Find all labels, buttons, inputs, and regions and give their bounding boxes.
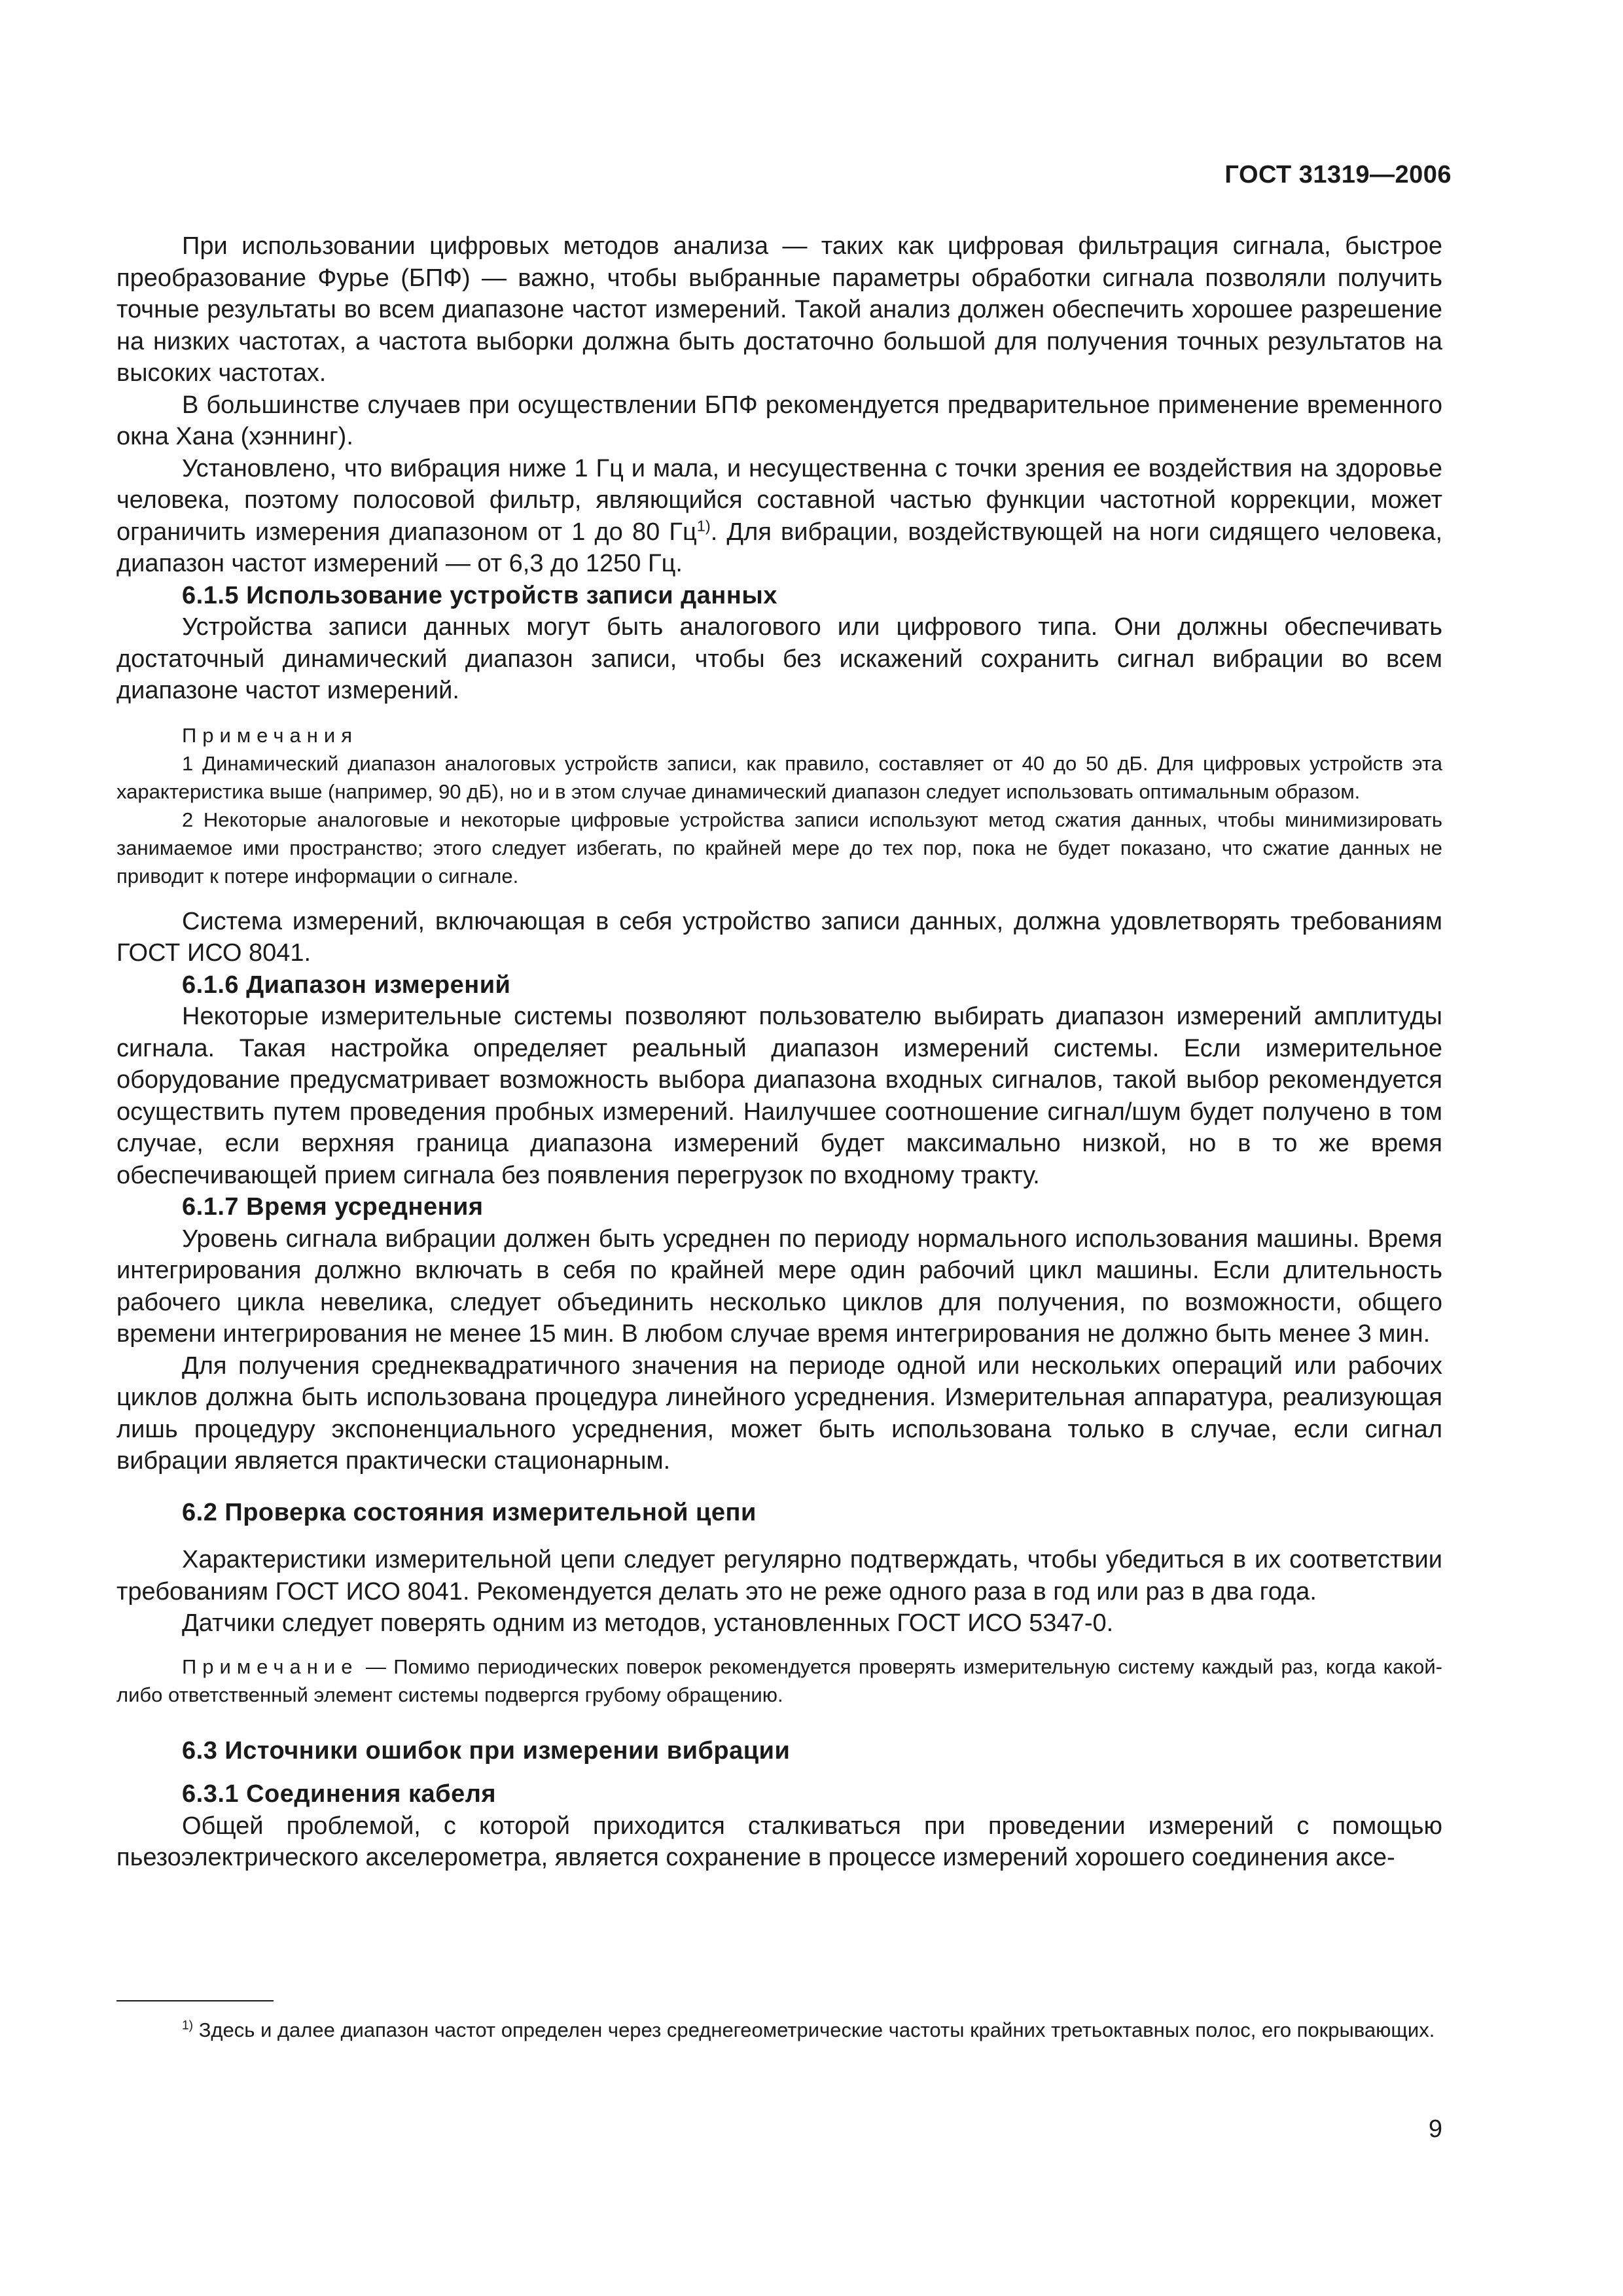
- note-1: 1 Динамический диапазон аналоговых устройств записи, как правило, составляет от 40 до 50 дБ. Для цифровых устройств эта характеристика выше (например, 90 дБ), но и в этом случае динамический диапазон следует использовать оптимальным образом.: [116, 751, 1442, 803]
- section-heading-6-3-1: 6.3.1 Соединения кабеля: [182, 1780, 497, 1808]
- paragraph-averaging-time: Уровень сигнала вибрации должен быть усреднен по периоду нормального использования машины. Время интегрирования должно включать в себя по крайней мере один рабочий цикл машины. Если длительность рабочего цикла невелика, следует объединить несколько циклов для получения, по возможности, общего времени интегрирования не менее 15 мин. В любом случае время интегрирования не должно быть менее 3 мин.: [116, 1225, 1442, 1348]
- note-2: 2 Некоторые аналоговые и некоторые цифровые устройства записи используют метод сжатия данных, чтобы минимизировать занимаемое ими пространство; этого следует избегать, по крайней мере до тех пор, пока не будет показано, что сжатие данных не приводит к потере информации о сигнале.: [116, 808, 1442, 888]
- paragraph-circuit-check: Характеристики измерительной цепи следует регулярно подтверждать, чтобы убедиться в их соответствии требованиям ГОСТ ИСО 8041. Рекомендуется делать это не реже одного раза в год или раз в два года.: [116, 1546, 1442, 1605]
- footnote-separator: [116, 2000, 274, 2001]
- paragraph-measurement-range: Некоторые измерительные системы позволяют пользователю выбирать диапазон измерений амплитуды сигнала. Такая настройка определяет реальный диапазон измерений системы. Если измерительное оборудование предусматривает возможность выбора диапазона входных сигналов, такой выбор рекомендуется осуществить путем проведения пробных измерений. Наилучшее соотношение сигнал/шум будет получено в том случае, если верхняя граница диапазона измерений будет максимально низкой, но в то же время обеспечивающей прием сигнала без появления перегрузок по входному тракту.: [116, 1003, 1442, 1189]
- paragraph-measurement-system: Система измерений, включающая в себя устройство записи данных, должна удовлетворять требованиям ГОСТ ИСО 8041.: [116, 907, 1442, 967]
- paragraph-digital-analysis: При использовании цифровых методов анализа — таких как цифровая фильтрация сигнала, быстрое преобразование Фурье (БПФ) — важно, чтобы выбранные параметры обработки сигнала позволяли получить точные результаты во всем диапазоне частот измерений. Такой анализ должен обеспечить хорошее разрешение на низких частотах, а частота выборки должна быть достаточно большой для получения точных результатов на высоких частотах.: [116, 232, 1442, 387]
- paragraph-linear-averaging: Для получения среднеквадратичного значения на периоде одной или нескольких операций или рабочих циклов должна быть использована процедура линейного усреднения. Измерительная аппаратура, реализующая лишь процедуру экспоненциального усреднения, может быть использована только в случае, если сигнал вибрации является практически стационарным.: [116, 1352, 1442, 1475]
- note-single-text: — Помимо периодических поверок рекомендуется проверять измерительную систему каждый раз, когда какой-либо ответственный элемент системы подвергся грубому обращению.: [116, 1655, 1442, 1706]
- paragraph-frequency-range-rest: . Для вибрации, воздействующей на ноги сидящего человека, диапазон частот измерений — от 6,3 до 1250 Гц.: [116, 518, 1443, 577]
- paragraph-frequency-range: [116, 453, 1442, 580]
- note-single-heading: Примечание: [182, 1655, 359, 1678]
- paragraph-cable-connections: Общей проблемой, с которой приходится сталкиваться при проведении измерений с помощью пьезоэлектрического акселерометра, является сохранение в процессе измерений хорошего соединения аксе-: [116, 1812, 1442, 1871]
- section-heading-6-1-5: 6.1.5 Использование устройств записи данных: [182, 581, 777, 609]
- paragraph-data-recorders: Устройства записи данных могут быть аналогового или цифрового типа. Они должны обеспечивать достаточный динамический диапазон записи, чтобы без искажений сохранить сигнал вибрации во всем диапазоне частот измерений.: [116, 613, 1442, 704]
- footnote-body: Здесь и далее диапазон частот определен через среднегеометрические частоты крайних третьоктавных полос, его покрывающих.: [193, 2018, 1435, 2041]
- section-heading-6-1-6: 6.1.6 Диапазон измерений: [182, 971, 511, 999]
- document-body: [116, 230, 1442, 1874]
- paragraph-frequency-range-main: Установлено, что вибрация ниже 1 Гц и мала, и несущественна с точки зрения ее воздействия на здоровье человека, поэтому полосовой фильтр, являющийся составной частью функции частотной коррекции, может ограничить измерения диапазоном от 1 до 80 Гц: [116, 454, 1442, 546]
- footnote-text: [116, 2016, 1442, 2044]
- footnote: [116, 2016, 1442, 2044]
- notes-heading: Примечания: [182, 723, 358, 747]
- paragraph-sensor-calibration: Датчики следует поверять одним из методов, установленных ГОСТ ИСО 5347-0.: [182, 1609, 1114, 1637]
- section-heading-6-2: 6.2 Проверка состояния измерительной цепи: [182, 1498, 757, 1526]
- notes-block: [116, 721, 1442, 890]
- paragraph-fft-window: В большинстве случаев при осуществлении БПФ рекомендуется предварительное применение временного окна Хана (хэннинг).: [116, 391, 1442, 450]
- document-header-id: ГОСТ 31319—2006: [1224, 161, 1452, 188]
- section-heading-6-3: 6.3 Источники ошибок при измерении вибрации: [182, 1736, 791, 1765]
- footnote-marker: 1): [182, 2018, 194, 2033]
- note-single: [116, 1653, 1442, 1709]
- note-block-single: [116, 1653, 1442, 1709]
- footnote-reference: 1): [696, 516, 711, 534]
- section-heading-6-1-7: 6.1.7 Время усреднения: [182, 1193, 484, 1221]
- page-number: 9: [1428, 2115, 1442, 2143]
